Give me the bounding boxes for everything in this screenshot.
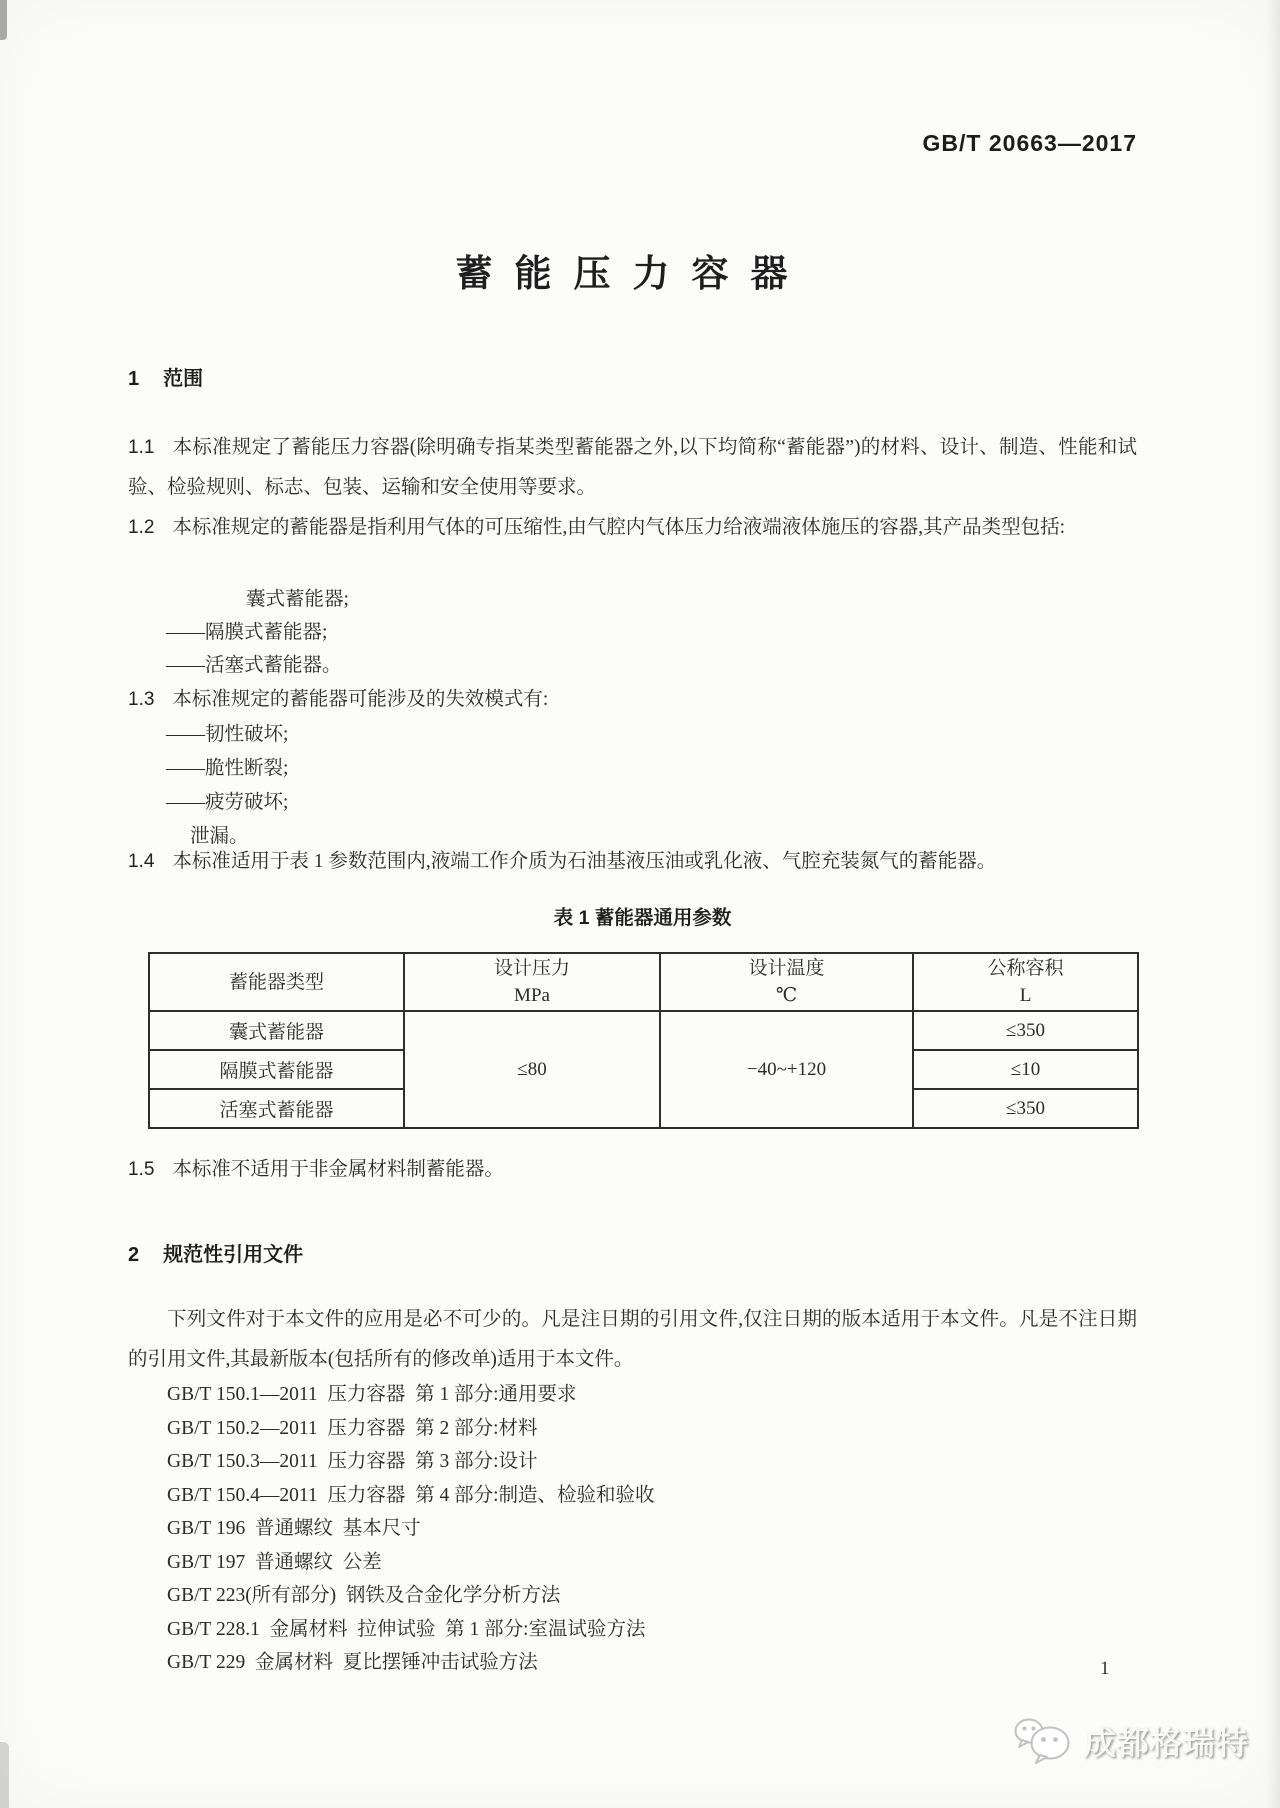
clause-1-1 (128, 428, 1137, 508)
scan-edge-shadow (1266, 0, 1280, 1808)
list-item: 泄漏。 (190, 826, 249, 847)
clause-text: 本标准规定的蓄能器是指利用气体的可压缩性,由气腔内气体压力给液端液体施压的容器,其产品类型包括: (172, 517, 1066, 538)
clause-number: 1.5 (128, 1159, 155, 1180)
col-header-label: 设计压力 (493, 958, 570, 979)
section-1-heading (128, 362, 203, 391)
cell-design-temperature: −40~+120 (660, 1011, 913, 1128)
cell-type: 囊式蓄能器 (149, 1011, 404, 1050)
standard-code: GB/T 20663—2017 (922, 130, 1137, 156)
section-title: 范围 (163, 368, 204, 390)
normative-references-list (128, 1378, 1137, 1680)
section-title: 规范性引用文件 (163, 1244, 304, 1266)
col-header-label: 蓄能器类型 (228, 971, 324, 993)
table-row (149, 1011, 1138, 1050)
col-header-volume (913, 953, 1138, 1011)
col-header-type (149, 953, 404, 1011)
accumulator-type-list (128, 583, 1137, 682)
page-number: 1 (1100, 1658, 1110, 1679)
list-item: ——韧性破坏; (166, 724, 289, 745)
reference-item: GB/T 196 普通螺纹 基本尺寸 (167, 1518, 421, 1539)
section-2-heading (128, 1238, 303, 1267)
failure-mode-list (128, 718, 1137, 854)
clause-1-5 (128, 1150, 1137, 1190)
clause-1-3 (128, 680, 1137, 720)
cell-volume: ≤350 (913, 1089, 1138, 1128)
col-header-label: 设计温度 (748, 958, 825, 979)
clause-number: 1.3 (128, 689, 155, 710)
col-header-unit: L (1019, 985, 1032, 1006)
clause-1-4 (128, 842, 1137, 882)
cell-volume: ≤350 (913, 1011, 1138, 1050)
list-item: ——活塞式蓄能器。 (166, 655, 342, 676)
reference-item: GB/T 150.3—2011 压力容器 第 3 部分:设计 (167, 1451, 538, 1472)
list-item: ——脆性断裂; (166, 758, 289, 779)
cell-volume: ≤10 (913, 1050, 1138, 1089)
reference-item: GB/T 150.1—2011 压力容器 第 1 部分:通用要求 (167, 1384, 577, 1405)
clause-number: 1.1 (128, 437, 155, 458)
col-header-unit: MPa (514, 985, 550, 1006)
clause-text: 本标准不适用于非金属材料制蓄能器。 (172, 1159, 504, 1180)
scan-smudge-bottom-left (0, 1742, 9, 1808)
clause-number: 1.2 (128, 517, 155, 538)
wechat-icon (1012, 1716, 1072, 1766)
clause-number: 1.4 (128, 851, 155, 872)
reference-item: GB/T 229 金属材料 夏比摆锤冲击试验方法 (167, 1652, 538, 1673)
reference-item: GB/T 150.4—2011 压力容器 第 4 部分:制造、检验和验收 (167, 1484, 655, 1506)
reference-item: GB/T 150.2—2011 压力容器 第 2 部分:材料 (167, 1417, 538, 1439)
section-number: 2 (128, 1244, 140, 1266)
clause-1-2 (128, 508, 1137, 548)
clause-text: 本标准规定了蓄能压力容器(除明确专指某类型蓄能器之外,以下均简称“蓄能器”)的材料、设计、制造、性能和试验、检验规则、标志、包装、运输和安全使用等要求。 (128, 437, 1137, 498)
cell-type: 活塞式蓄能器 (149, 1089, 404, 1128)
normative-references-intro: 下列文件对于本文件的应用是必不可少的。凡是注日期的引用文件,仅注日期的版本适用于本文件。凡是不注日期的引用文件,其最新版本(包括所有的修改单)适用于本文件。 (128, 1309, 1137, 1370)
cell-design-pressure: ≤80 (404, 1011, 660, 1128)
section-number: 1 (128, 368, 140, 390)
document-title: 蓄能压力容器 (455, 253, 810, 294)
clause-text: 本标准规定的蓄能器可能涉及的失效模式有: (172, 689, 549, 710)
table-1-general-parameters (148, 952, 1139, 1129)
table-1-caption: 表 1 蓄能器通用参数 (553, 907, 732, 929)
reference-item: GB/T 228.1 金属材料 拉伸试验 第 1 部分:室温试验方法 (167, 1618, 646, 1640)
col-header-unit: ℃ (775, 985, 798, 1006)
watermark (1012, 1716, 1249, 1766)
watermark-text: 成都格瑞特 (1084, 1725, 1250, 1761)
reference-item: GB/T 197 普通螺纹 公差 (167, 1551, 382, 1573)
list-item: ——隔膜式蓄能器; (166, 622, 328, 643)
list-item: ——疲劳破坏; (166, 792, 289, 813)
col-header-temperature (660, 953, 913, 1011)
reference-item: GB/T 223(所有部分) 钢铁及合金化学分析方法 (167, 1585, 561, 1606)
scan-smudge-top-left (0, 0, 7, 40)
clause-text: 本标准适用于表 1 参数范围内,液端工作介质为石油基液压油或乳化液、气腔充装氮气的蓄能器。 (172, 851, 997, 872)
list-item: 囊式蓄能器; (246, 589, 349, 610)
col-header-label: 公称容积 (987, 958, 1064, 979)
cell-type: 隔膜式蓄能器 (149, 1050, 404, 1089)
col-header-pressure (404, 953, 660, 1011)
